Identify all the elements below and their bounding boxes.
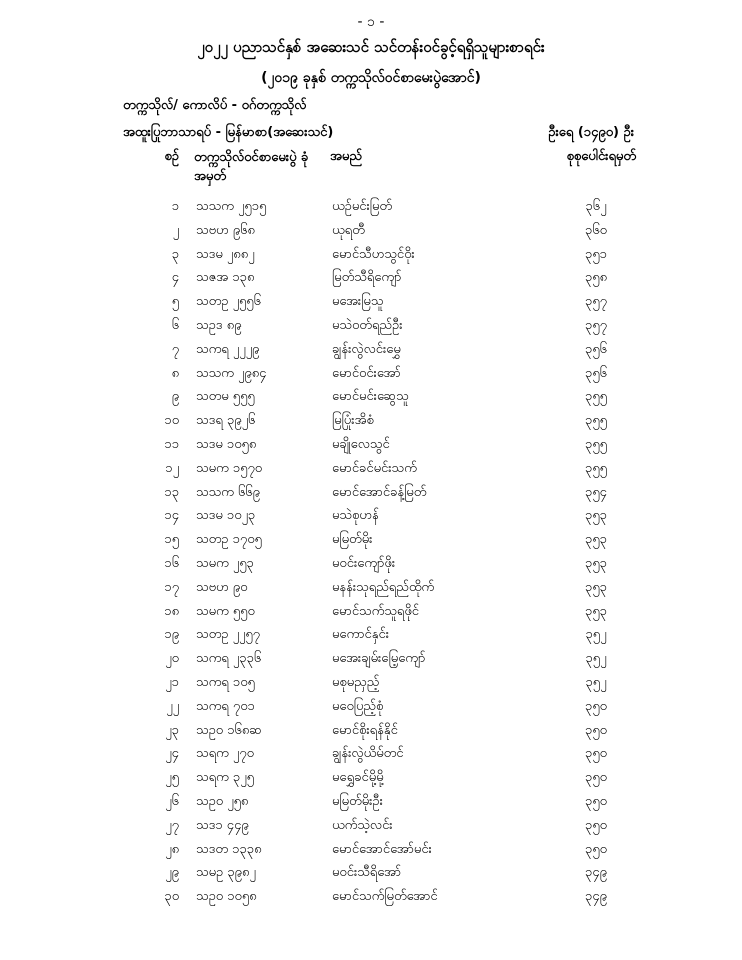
- row-total-marks: ၃၅၅: [585, 436, 607, 452]
- row-student-name: ယုရတီ: [332, 222, 365, 238]
- row-roll-number: သဗဟ ၉၆၈: [196, 222, 255, 238]
- row-roll-number: သကရ ၇၀၁: [196, 698, 255, 714]
- row-total-marks: ၃၆၂: [585, 199, 607, 214]
- row-student-name: မဝေပြည့်စုံ: [332, 698, 384, 714]
- row-total-marks: ၃၅၀: [585, 770, 607, 786]
- row-roll-number: သမက ၂၅၃: [196, 555, 254, 571]
- row-student-name: မချိုလေသွင်: [332, 436, 390, 452]
- table-row: [0, 766, 742, 790]
- row-total-marks: ၃၅၂: [585, 627, 607, 643]
- table-row: [0, 671, 742, 695]
- row-total-marks: ၃၄၉: [585, 889, 607, 905]
- row-total-marks: ၃၅၀: [585, 722, 607, 738]
- row-roll-number: သမက ၁၅၇၀: [196, 460, 263, 476]
- row-student-name: ယဉ်မင်းမြတ်: [332, 199, 393, 214]
- row-roll-number: သဥ၀ ၁၀၅၈: [196, 889, 257, 905]
- table-row: [0, 790, 742, 814]
- row-total-marks: ၃၅၀: [585, 793, 607, 809]
- major-subject-line: အထူးပြုဘာသာရပ် - မြန်မာစာ(အဆေးသင်): [123, 125, 334, 140]
- header-roll-number: တက္ကသိုလ်ဝင်စာမေးပွဲ ခုံအမှတ်: [194, 150, 309, 184]
- row-total-marks: ၃၅၅: [585, 413, 607, 429]
- row-serial-number: ၁၅: [164, 532, 179, 548]
- row-total-marks: ၃၅၀: [585, 698, 607, 714]
- row-total-marks: ၃၅၆: [585, 365, 607, 381]
- row-student-name: မသဲဝတ်ရည်ဦး: [332, 317, 403, 333]
- page-number: - ၁ -: [357, 14, 385, 30]
- row-roll-number: သတဥ ၁၇၀၅: [196, 532, 262, 548]
- row-roll-number: သဥ၀ ၁၆၈ဆ: [196, 722, 262, 738]
- table-row: [0, 219, 742, 243]
- row-roll-number: သသက ၆၆၉: [196, 484, 260, 500]
- row-serial-number: ၁၉: [164, 627, 179, 643]
- row-total-marks: ၃၅၆: [585, 341, 607, 357]
- row-student-name: မောင်သက်မြတ်အောင်: [332, 889, 438, 905]
- table-row: [0, 885, 742, 909]
- row-roll-number: သဥဒ ၈၉: [196, 317, 242, 333]
- row-student-name: မသဲစုဟန်: [332, 508, 379, 524]
- row-serial-number: ၁၂: [165, 460, 179, 476]
- row-student-name: မနန်းသုရည်ရည်ထိုက်: [332, 579, 435, 595]
- row-roll-number: သဒရ ၃၉၂၆: [196, 413, 256, 429]
- row-student-name: မဝင်းကျော်ဖိုး: [332, 555, 396, 571]
- row-roll-number: သသက ၂၅၁၅: [196, 199, 267, 214]
- row-serial-number: ၂၁: [165, 674, 179, 690]
- row-total-marks: ၃၅၃: [585, 508, 607, 524]
- table-row: [0, 290, 742, 314]
- row-serial-number: ၁၆: [164, 555, 179, 571]
- row-student-name: မောင်သီဟသွင်ဝိုး: [332, 246, 415, 262]
- row-serial-number: ၂၈: [165, 841, 179, 857]
- row-serial-number: ၁၈: [164, 603, 179, 619]
- row-roll-number: သရက ၃၂၅: [196, 770, 254, 786]
- row-total-marks: ၃၅၃: [585, 555, 607, 571]
- row-total-marks: ၃၅၃: [585, 603, 607, 619]
- row-roll-number: သဒတ ၁၃၃၈: [196, 841, 262, 857]
- table-row: [0, 623, 742, 647]
- table-header: [0, 148, 742, 188]
- table-row: [0, 814, 742, 838]
- row-serial-number: ၄: [171, 270, 179, 286]
- row-roll-number: သတဥ ၂၅၅၆: [196, 294, 261, 310]
- row-roll-number: သဥ၀ ၂၅၈: [196, 793, 249, 809]
- row-roll-number: သမက ၅၅၀: [196, 603, 255, 619]
- row-roll-number: သဗဟ ၉၀: [196, 579, 248, 595]
- row-serial-number: ၂၀: [165, 651, 179, 667]
- table-row: [0, 481, 742, 505]
- row-serial-number: ၁၇: [164, 579, 179, 595]
- row-serial-number: ၈: [171, 365, 179, 381]
- row-student-name: မကောင်နှင်း: [332, 627, 389, 643]
- row-total-marks: ၃၅၀: [585, 746, 607, 762]
- row-roll-number: သဒ၁ ၄၄၉: [196, 817, 249, 833]
- row-serial-number: ၃၀: [164, 889, 179, 905]
- row-roll-number: သကရ ၂၂၂၉: [196, 341, 260, 357]
- row-serial-number: ၂၅: [165, 770, 179, 786]
- row-serial-number: ၃: [171, 246, 179, 262]
- row-student-name: မမြတ်မိုး: [332, 532, 373, 548]
- row-roll-number: သရက ၂၇၀: [196, 746, 254, 762]
- row-serial-number: ၁: [171, 199, 179, 214]
- document-title: ၂၀၂၂ ပညာသင်နှစ် အဆေးသင် သင်တန်းဝင်ခွင့်ရရှိသူများစာရင်း: [197, 38, 545, 56]
- table-row: [0, 457, 742, 481]
- table-row: [0, 719, 742, 743]
- table-row: [0, 433, 742, 457]
- table-row: [0, 195, 742, 219]
- row-student-name: ယက်သဲ့လင်း: [332, 817, 393, 833]
- row-total-marks: ၃၅၄: [585, 484, 607, 500]
- row-serial-number: ၁၃: [164, 484, 179, 500]
- row-student-name: မောင်ဝင်းအော်: [332, 365, 401, 381]
- row-total-marks: ၃၅၂: [585, 651, 607, 667]
- row-student-name: မအေးချမ်းမြေ့ကျော်: [332, 651, 426, 667]
- row-total-marks: ၃၅၃: [585, 579, 607, 595]
- row-student-name: မောင်သက်သူရဖိုင်: [332, 603, 420, 619]
- row-roll-number: သကရ ၂၃၃၆: [196, 651, 262, 667]
- row-total-marks: ၃၅၀: [585, 841, 607, 857]
- row-roll-number: သတမ ၅၅၅: [196, 389, 255, 405]
- row-roll-number: သဒမ ၁၀၂၃: [196, 508, 256, 524]
- row-student-name: ချွန်းလွဲယိမ်တင်: [332, 746, 404, 762]
- row-serial-number: ၁၄: [164, 508, 179, 524]
- header-name: အမည်: [330, 149, 362, 164]
- header-total-marks: စုစုပေါင်းရမှတ်: [566, 149, 636, 164]
- table-row: [0, 600, 742, 624]
- row-serial-number: ၂၇: [165, 817, 179, 833]
- table-row: [0, 838, 742, 862]
- row-serial-number: ၁၀: [164, 413, 179, 429]
- row-total-marks: ၃၄၉: [585, 865, 607, 881]
- table-row: [0, 552, 742, 576]
- row-serial-number: ၇: [171, 341, 179, 357]
- row-total-marks: ၃၅၀: [585, 817, 607, 833]
- table-row: [0, 861, 742, 885]
- table-row: [0, 409, 742, 433]
- row-total-marks: ၃၆၀: [585, 222, 607, 238]
- row-serial-number: ၆: [171, 317, 179, 333]
- row-serial-number: ၁၁: [164, 436, 179, 452]
- row-student-name: မြပြုံးအိစံ: [332, 413, 374, 429]
- row-student-name: မရွှေခင်မို့မို့: [332, 770, 384, 786]
- table-row: [0, 362, 742, 386]
- row-roll-number: သတဥ ၂၂၅၇: [196, 627, 260, 643]
- row-serial-number: ၂၉: [165, 865, 179, 881]
- row-total-marks: ၃၅၂: [585, 674, 607, 690]
- row-roll-number: သဒမ ၂၈၈၂: [196, 246, 255, 262]
- row-total-marks: ၃၅၁: [585, 246, 607, 262]
- row-serial-number: ၂: [172, 222, 179, 238]
- row-total-marks: ၃၅၇: [585, 317, 607, 333]
- table-row: [0, 504, 742, 528]
- university-line: တက္ကသိုလ်/ ကောလိပ် - ဝဂ်တက္ကသိုလ်: [123, 98, 307, 113]
- table-row: [0, 528, 742, 552]
- row-serial-number: ၂၂: [166, 698, 179, 714]
- table-row: [0, 742, 742, 766]
- row-student-name: မောင်စိုးရန်နိုင်: [332, 722, 398, 738]
- table-row: [0, 243, 742, 267]
- row-student-name: မမြတ်မိုးဦး: [332, 793, 383, 809]
- row-serial-number: ၂၃: [165, 722, 179, 738]
- table-row: [0, 338, 742, 362]
- row-student-name: ချွန်းလွဲလင်းမွှေ: [332, 341, 401, 357]
- row-total-marks: ၃၅၅: [585, 389, 607, 405]
- row-serial-number: ၉: [171, 389, 179, 405]
- table-row: [0, 695, 742, 719]
- row-roll-number: သဇအ ၁၃၈: [196, 270, 255, 286]
- row-serial-number: ၂၆: [165, 793, 179, 809]
- table-row: [0, 647, 742, 671]
- document-subtitle: (၂၀၁၉ ခုနှစ် တက္ကသိုလ်ဝင်စာမေးပွဲအောင်): [261, 70, 481, 86]
- row-total-marks: ၃၅၇: [585, 294, 607, 310]
- row-student-name: မအေးမြသူ: [332, 294, 384, 310]
- row-roll-number: သဒမ ၁၀၅၈: [196, 436, 257, 452]
- results-table: [0, 195, 742, 909]
- row-student-name: မောင်အောင်အော်မင်း: [332, 841, 432, 857]
- row-serial-number: ၅: [171, 294, 179, 310]
- table-row: [0, 576, 742, 600]
- row-roll-number: သသက ၂၉၈၄: [196, 365, 267, 381]
- row-student-name: မောင်ခင်မင်းသက်: [332, 460, 417, 476]
- header-serial-number: စဉ်: [164, 149, 179, 164]
- row-total-marks: ၃၅၅: [585, 460, 607, 476]
- total-count: ဦးရေ (၁၄၉၀) ဦး: [548, 125, 634, 140]
- row-student-name: မဝင်းသီရိအော်: [332, 865, 402, 881]
- row-roll-number: သကရ ၁၀၅: [196, 674, 255, 690]
- table-row: [0, 266, 742, 290]
- row-total-marks: ၃၅၃: [585, 532, 607, 548]
- row-total-marks: ၃၅၈: [584, 270, 608, 286]
- row-serial-number: ၂၄: [165, 746, 179, 762]
- row-student-name: မစုမညှည့်: [332, 674, 380, 690]
- table-row: [0, 385, 742, 409]
- row-student-name: မောင်အောင်ခန့်မြတ်: [332, 484, 427, 500]
- row-student-name: မြတ်သီရိကျော်: [332, 270, 402, 286]
- row-student-name: မောင်မင်းဆွေသူ: [332, 389, 409, 405]
- table-row: [0, 314, 742, 338]
- row-roll-number: သမဥ ၃၉၈၂: [196, 865, 256, 881]
